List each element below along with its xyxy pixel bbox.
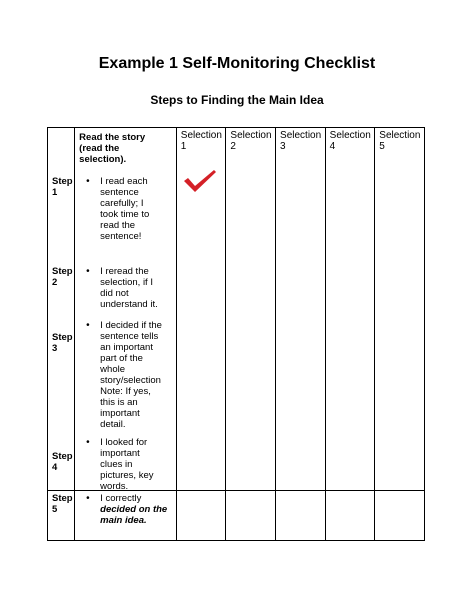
selection-3-header: Selection 3	[280, 130, 322, 152]
list-item	[86, 493, 172, 526]
list-item	[86, 437, 162, 492]
step-column-cell	[48, 128, 75, 491]
checkmark-icon	[183, 169, 217, 193]
step-5-cell	[48, 491, 75, 541]
description-column-cell	[75, 128, 177, 491]
selection-1-header: Selection 1	[180, 130, 222, 152]
step-5-selection-5-cell[interactable]	[375, 491, 425, 541]
list-item	[86, 266, 162, 310]
step-5-selection-1-cell[interactable]	[176, 491, 226, 541]
selection-2-cell[interactable]	[226, 128, 276, 491]
step-5-description-cell	[75, 491, 177, 541]
step-2-text: I reread the selection, if I did not understand it.	[100, 266, 158, 310]
step-5-selection-2-cell[interactable]	[226, 491, 276, 541]
table-row	[48, 128, 425, 491]
page-subtitle: Steps to Finding the Main Idea	[150, 93, 324, 107]
list-item	[86, 320, 162, 430]
bullet-icon: •	[86, 493, 90, 504]
selection-3-cell[interactable]	[276, 128, 326, 491]
step-5-selection-3-cell[interactable]	[276, 491, 326, 541]
step-1-text: I read each sentence carefully; I took time to read the sentence!	[100, 176, 150, 242]
page-title: Example 1 Self-Monitoring Checklist	[98, 55, 376, 72]
selection-4-header: Selection 4	[329, 130, 371, 152]
selection-5-cell[interactable]	[375, 128, 425, 491]
selection-4-cell[interactable]	[325, 128, 375, 491]
bullet-icon: •	[86, 176, 90, 187]
read-story-header: Read the story (read the selection).	[79, 132, 146, 165]
step-3-text: I decided if the sentence tells an important part of the whole story/selection Note: If yes, this is an important detail.	[100, 320, 162, 430]
table-row	[48, 491, 425, 541]
bullet-icon: •	[86, 437, 90, 448]
checklist-table	[47, 127, 425, 541]
selection-5-header: Selection 5	[379, 130, 421, 152]
step-1-label: Step 1	[52, 176, 73, 198]
step-4-text: I looked for important clues in pictures, key words.	[100, 437, 154, 492]
bullet-icon: •	[86, 320, 90, 331]
selection-2-header: Selection 2	[230, 130, 272, 152]
step-3-label: Step 3	[52, 332, 73, 354]
bullet-icon: •	[86, 266, 90, 277]
step-2-label: Step 2	[52, 266, 73, 288]
selection-1-cell[interactable]	[176, 128, 226, 491]
step-5-label: Step 5	[52, 493, 73, 515]
step-4-label: Step 4	[52, 451, 73, 473]
list-item	[86, 176, 162, 242]
step-5-emphasis-text: decided on the main idea.	[100, 504, 168, 526]
step-5-selection-4-cell[interactable]	[325, 491, 375, 541]
step-5-text: I correctly	[100, 493, 142, 504]
